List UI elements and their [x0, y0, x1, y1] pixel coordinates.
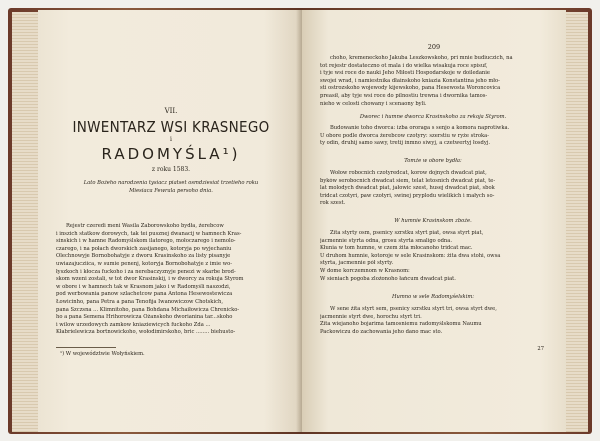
body-line: swojei wrad, i namiestnika dłainskoho kniazia Konstantina jeho mło-: [320, 77, 500, 84]
body-line: skom wzeni zostali, w tot dwor Krasinskij, i w dworcy za rokuja Styrom: [56, 276, 244, 283]
body-line: Łowicinho, pana Petra a pana Tenofija Iwanowiczow Chotskich,: [56, 298, 224, 305]
body-line: nieho w celosti chowany i scenaony byli.: [320, 100, 427, 107]
subtitle-line-2: Miesiaca Fewrala persoho dnia.: [129, 188, 213, 194]
body-line: rok szest.: [320, 200, 346, 207]
section4-title: Humno w sele Radomyśelskim:: [391, 294, 475, 300]
section2-text: [320, 170, 546, 208]
body-line: ty odin, druhij samo sawy, tretij inmno siwyj, a czetwertyj łosdyj.: [320, 140, 491, 147]
body-line: Żita styrty osm, psenicy szrstku styrt piat, owsa styrt piat,: [330, 230, 484, 236]
body-line: i wilow urzedowych zamkow kniaziewicych fuckoho Zda ...: [56, 321, 211, 328]
right-page: [302, 10, 566, 432]
footnote: ¹) W województwie Wołyńskiem.: [60, 351, 145, 357]
body-line: W dome korczemnom w Krasnom:: [320, 267, 410, 274]
body-line: choho, kremeneckoho Jakuba Leszkowskoho, pri mnie budiuczich, na: [330, 55, 513, 61]
title-connector: i: [170, 136, 172, 143]
body-line: jacmennie styrta odna, grosu styrta smaligo odna.: [320, 237, 452, 244]
page-number: 209: [427, 43, 441, 51]
body-line: lat molodych dwadcat piat, jałowic szest, husej dwadcat piat, sbok: [320, 185, 495, 192]
body-line: uwiazajucziica, w sumie penenj, kotoryja Bornobohatyje z imie wo-: [56, 260, 232, 267]
body-line: W sieniach pogoba zlożonoho łańcum dwadcat piat.: [320, 275, 456, 282]
section1-text: [320, 125, 546, 148]
body-line: U obore podle dworca źerebcow czotyry: szerstiu w ryże stroka-: [320, 132, 489, 139]
body-line: i tyje wsi roce do nauki Jeho Miłosti Hospodarskoje w doiledanie: [320, 70, 491, 77]
body-line: U druhom humnie, kotoroje w sele Krasinskom: żita dwa stohi, owsa: [320, 252, 501, 259]
body-line: sti ostrozskoho wojewody kijewskoho, pana Hesewosta Woroncovica: [320, 85, 501, 92]
body-line: tridcat czotyri, paw czotyri, swinej pryplodu wielikich i małych so-: [320, 192, 495, 199]
body-line: byków serobocnich dwadcat siem, telat letosnich dwadcat piat, te-: [320, 177, 496, 184]
body-line: i inszich statkow dorowych, tak tei pusznej dwanacij w hamnech Kras-: [56, 230, 242, 237]
signature-mark: 27: [537, 346, 544, 352]
body-line: pod werbowania panow szlachetcow pana Antona Hesewostewicza: [56, 291, 233, 298]
right-top-text: [320, 55, 546, 108]
body-line: łyszkoch i kłocza fuckoho i za nerebaczyznyje penezi w skarbe brod-: [56, 268, 236, 275]
section3-title: W humnie Krasinskom zboże.: [394, 218, 472, 224]
body-line: Kłabrielewicza bortnowickoho, wołodimirskoho, bric ........ biehusto-: [56, 329, 236, 336]
section2-title: Tomże w obore bydła:: [404, 158, 462, 164]
chapter-number: VII.: [164, 107, 178, 115]
body-line: pana Szczsna ... Klimnitoho, pana Bohdana Michaiłowicza Chrenicko-: [56, 306, 240, 313]
body-line: w obore i w hamnech tak w Krasnom jako i w Radomyśli naszodzi,: [56, 283, 231, 290]
body-line: ho a pana Semena Hrihorowicza Ożanskoho dworianina tar...skoho: [56, 314, 233, 321]
body-line: styrta, jacmennie pół styrty.: [320, 260, 394, 267]
section1-title: Dworec i humne dworca Krasinskoho za rekoja Styrom.: [359, 114, 507, 120]
body-line: Kłunia w tom humne, w czem żita młocanoho tridcat mac.: [320, 245, 473, 252]
section3-text: [320, 230, 546, 283]
body-line: sinskich i w hamne Radomyślskom ilatorego, mołoczarego i nemolo-: [56, 238, 236, 245]
body-line: Rejestr czeredi meni Wasila Zaborowskoho bydła, źerebcow: [66, 223, 224, 229]
year-line: z roku 1583.: [151, 166, 191, 173]
body-line: W sene żita styrt sem, psenicy szrstku styrt tri, owsa styrt dwe,: [330, 306, 497, 312]
body-line: czarego, i na połach dworskich zasijanego, kotoryja po wyjechaniu: [56, 245, 232, 252]
subtitle-line-1: Lato Bożeho narodzenia tysiacz piatset osmdziesiat trzetieho roku: [83, 180, 259, 186]
section4-text: [320, 306, 546, 336]
footnote-rule: [56, 347, 116, 348]
body-line: preasił, aby tyje wsi roce do pilnostiu trewna i dwornika tamos-: [320, 92, 488, 99]
body-line: Wołow robocnich czotyredcat, korow dojnych dwadcat piat,: [330, 170, 487, 176]
left-body-text: [56, 223, 288, 337]
body-line: Budowanie toho dworca: izba ororaga s senjo a komora naprotiwka.: [330, 125, 510, 131]
body-line: Olechnowyje Bornobohatyje z dworu Krasinskoho za listy pisanyje: [56, 253, 231, 260]
body-line: Packowiczu do zachowania jeho dano mac sto.: [320, 328, 443, 335]
title-line-2: RADOMYŚLA¹): [101, 145, 241, 163]
body-line: jacmennie styrt dwe, horochu styrt tri.: [320, 313, 422, 320]
left-page-edges: [12, 12, 40, 432]
body-line: tot rejestr dostateczno ot mala i do wielka wisakuja roce spisuf,: [320, 62, 488, 69]
body-line: Żita wiejanoho bojarima tamosniemu radomyślskomu Naumu: [320, 321, 482, 328]
title-line-1: INWENTARZ WSI KRASNEGO: [72, 118, 270, 136]
left-page: [38, 10, 304, 432]
